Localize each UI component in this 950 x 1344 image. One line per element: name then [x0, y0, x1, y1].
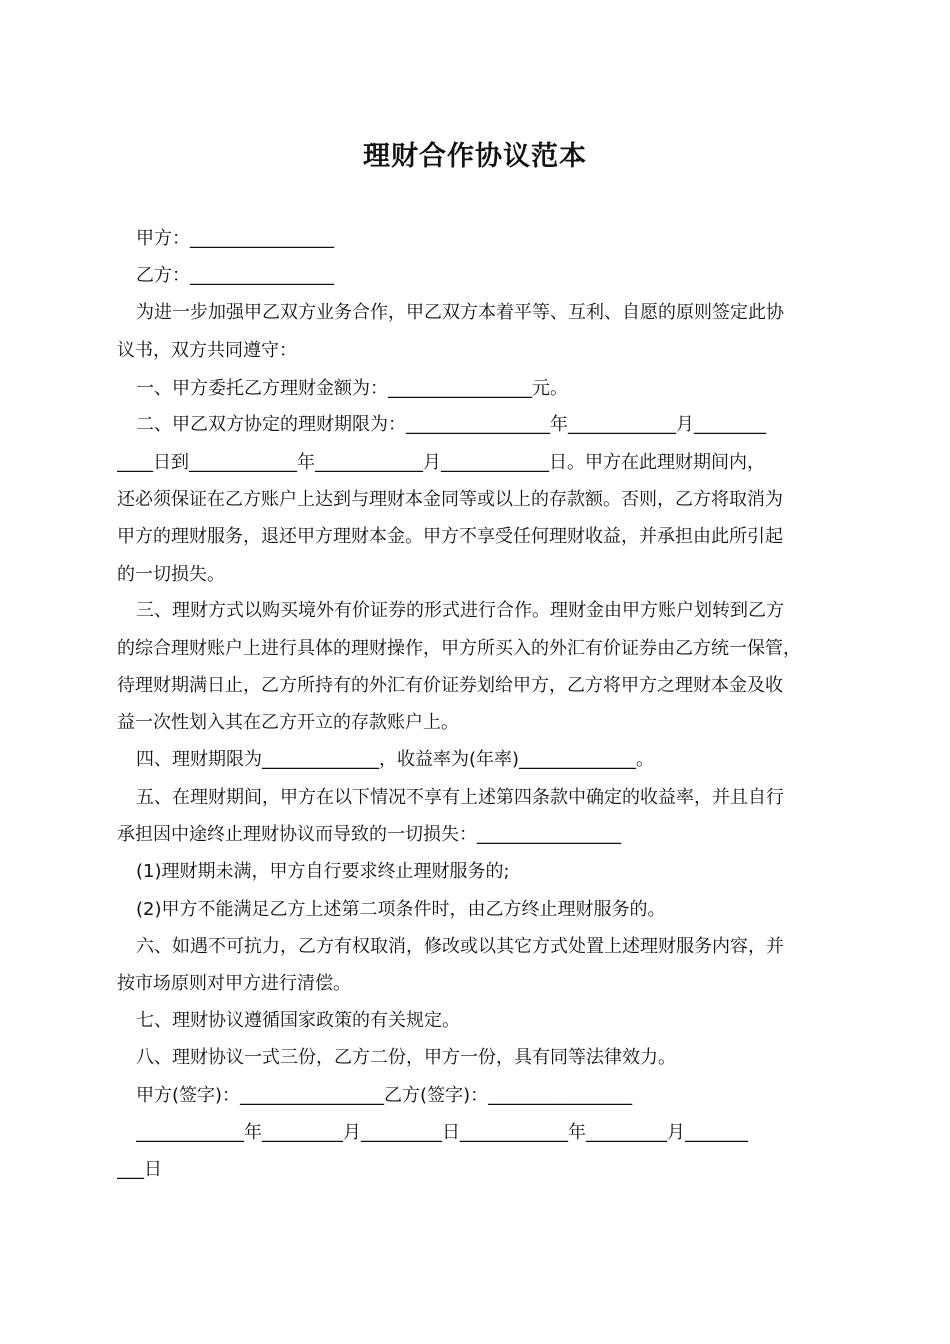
clause-3-line: 三、理财方式以购买境外有价证券的形式进行合作。理财金由甲方账户划转到乙方 — [136, 600, 784, 621]
party-a-line: 甲方：________________ — [136, 228, 334, 249]
clause-2-line: ____日到____________年____________月____________日。甲方在此理财期间内， — [117, 452, 765, 473]
clause-5-line: 五、在理财期间，甲方在以下情况不享有上述第四条款中确定的收益率，并且自行 — [136, 787, 784, 808]
clause-8-line: 八、理财协议一式三份，乙方二份，甲方一份，具有同等法律效力。 — [136, 1047, 676, 1068]
clause-2-line: 甲方的理财服务，退还甲方理财本金。甲方不享受任何理财收益，并承担由此所引起 — [117, 526, 783, 547]
party-b-line: 乙方：________________ — [136, 265, 334, 286]
clause-2-line: 的一切损失。 — [117, 564, 225, 585]
clause-6-line: 按市场原则对甲方进行清偿。 — [117, 973, 351, 994]
clause-2-line: 二、甲乙双方协定的理财期限为：________________年____________月________ — [136, 414, 766, 435]
date-line: ____________年_________月_________日____________年_________月_______ — [136, 1122, 748, 1143]
clause-5-item-2: (2)甲方不能满足乙方上述第二项条件时，由乙方终止理财服务的。 — [136, 899, 666, 920]
clause-7-line: 七、理财协议遵循国家政策的有关规定。 — [136, 1010, 460, 1031]
clause-3-line: 益一次性划入其在乙方开立的存款账户上。 — [117, 712, 459, 733]
preamble-line: 为进一步加强甲乙双方业务合作，甲乙双方本着平等、互利、自愿的原则签定此协 — [136, 302, 784, 323]
clause-3-line: 待理财期满日止，乙方所持有的外汇有价证券划给甲方，乙方将甲方之理财本金及收 — [117, 675, 783, 696]
clause-6-line: 六、如遇不可抗力，乙方有权取消，修改或以其它方式处置上述理财服务内容，并 — [136, 936, 784, 957]
date-line: ___日 — [117, 1159, 162, 1180]
clause-4-line: 四、理财期限为_____________，收益率为(年率)_____________。 — [136, 749, 655, 770]
clause-2-line: 还必须保证在乙方账户上达到与理财本金同等或以上的存款额。否则，乙方将取消为 — [117, 489, 783, 510]
preamble-line: 议书，双方共同遵守： — [117, 340, 297, 361]
clause-5-line: 承担因中途终止理财协议而导致的一切损失：________________ — [117, 824, 621, 845]
clause-3-line: 的综合理财账户上进行具体的理财操作，甲方所买入的外汇有价证券由乙方统一保管， — [117, 638, 801, 659]
document-title: 理财合作协议范本 — [363, 141, 587, 172]
signature-line: 甲方(签字)：________________乙方(签字)：________________ — [136, 1085, 633, 1106]
clause-5-item-1: (1)理财期未满，甲方自行要求终止理财服务的; — [136, 861, 510, 882]
clause-1-line: 一、甲方委托乙方理财金额为：________________元。 — [136, 378, 568, 399]
